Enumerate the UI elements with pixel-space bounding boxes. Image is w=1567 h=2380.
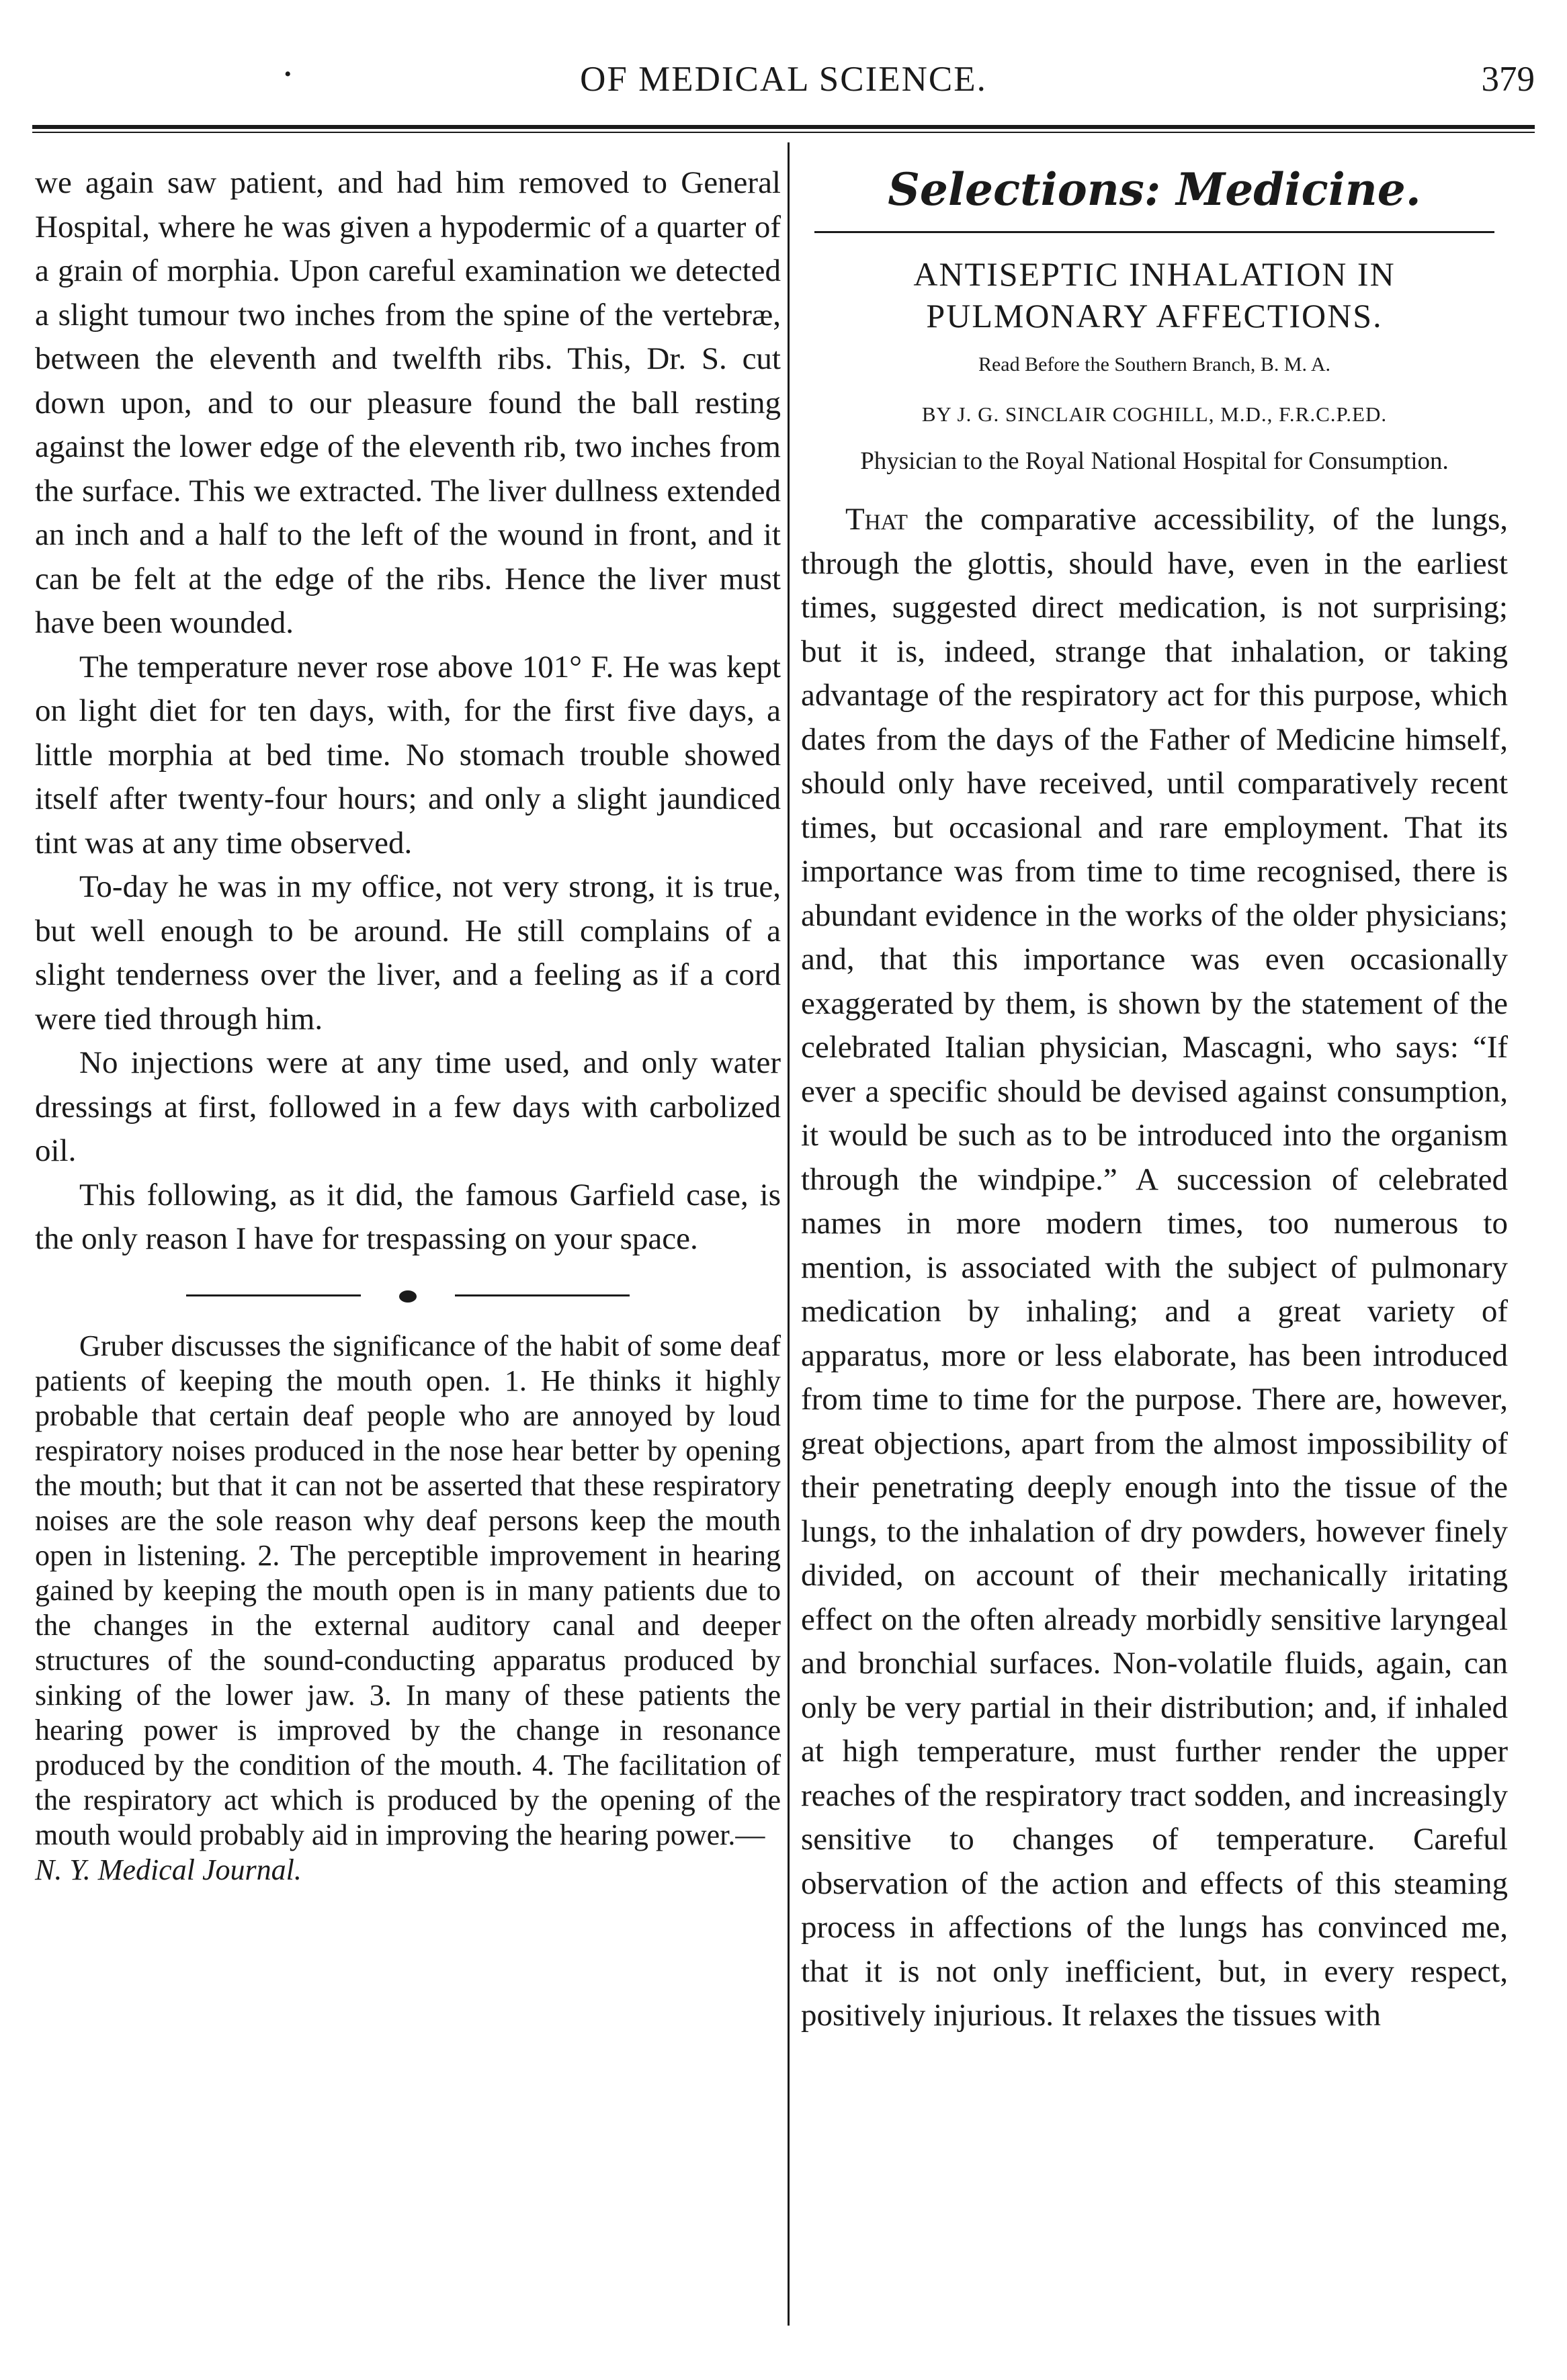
ornament-line-left	[186, 1294, 361, 1296]
article-body-text: the comparative accessibility, of the lungs, through the glottis, should have, even in the earliest times, suggested direct medication, is not surprising; but it is, indeed, strange that inhalation, or taking advantage of the respiratory act for this purpose, which dates from the days of the Father of Medicine himself, should only have received, until comparatively recent times, but occasional and rare employment. That its importance was from time to time recognised, there is abundant evidence in the works of the older physicians; and, that this importance was even occasionally exaggerated by them, is shown by the statement of the celebrated Italian physician, Mascagni, who says: “If ever a specific should be devised against consumption, it would be such as to be introduced into the organism through the windpipe.” A succession of celebrated names in more modern times, too numerous to mention, is associated with the subject of pulmonary medication by inhaling; and a great variety of apparatus, more or less elaborate, has been introduced from time to time for the purpose. There are, however, great objections, apart from the almost impossibility of their penetrating deeply enough into the tissue of the lungs, to the inhalation of dry powders, however finely divided, on account of their mechanically iritating effect on the often already morbidly sensitive laryngeal and bronchial surfaces. Non-volatile fluids, again, can only be very partial in their distribution; and, if inhaled at high temperature, must further render the upper reaches of the respiratory tract sodden, and increasingly sensitive to changes of temperature. Careful observation of the action and effects of this steaming process in affections of the lungs has convinced me, that it is not only inefficient, but, in every respect, positively injurious. It relaxes the tissues with	[801, 502, 1508, 2033]
author-byline: BY J. G. SINCLAIR COGHILL, M.D., F.R.C.P.ED.	[921, 402, 1388, 426]
header-rule	[32, 125, 1535, 133]
page-number: 379	[1481, 60, 1535, 99]
left-paragraph-4: No injections were at any time used, and only water dressings at first, followed in a few days with carbolized oil.	[35, 1045, 781, 1168]
left-paragraph-1: we again saw patient, and had him removed to General Hospital, where he was given a hypodermic of a quarter of a grain of morphia. Upon careful examination we detected a slight tumour two inches from the spine of the vertebræ, between the eleventh and twelfth ribs. This, Dr. S. cut down upon, and to our pleasure found the ball resting against the lower edge of the eleventh rib, two inches from the surface. This we extracted. The liver dullness extended an inch and a half to the left of the wound in front, and it can be felt at the edge of the ribs. Hence the liver must have been wounded.	[35, 165, 781, 640]
gruber-note	[35, 1329, 781, 1888]
header-bullet: •	[284, 63, 292, 85]
left-column	[35, 161, 781, 1888]
left-paragraph-2: The temperature never rose above 101° F. He was kept on light diet for ten days, with, for the first five days, a little morphia at bed time. No stomach trouble showed itself after twenty-four hours; and only a slight jaundiced tint was at any time observed.	[35, 649, 781, 861]
right-column	[801, 161, 1508, 2038]
running-header	[32, 59, 1535, 120]
author-affiliation: Physician to the Royal National Hospital for Consumption.	[860, 447, 1449, 475]
article-title: ANTISEPTIC INHALATION IN PULMONARY AFFECTIONS.	[913, 255, 1396, 335]
article-first-word: That	[845, 502, 908, 537]
left-paragraph-3: To-day he was in my office, not very strong, it is true, but well enough to be around. He still complains of a slight tenderness over the liver, and a feeling as if a cord were tied through him.	[35, 869, 781, 1037]
article-body	[801, 498, 1508, 2038]
left-paragraph-5: This following, as it did, the famous Garfield case, is the only reason I have for trespassing on your space.	[35, 1177, 781, 1256]
section-heading: Selections: Medicine.	[888, 163, 1421, 216]
ornament-icon	[368, 1283, 448, 1307]
read-before-note: Read Before the Southern Branch, B. M. A.	[978, 353, 1331, 376]
section-rule	[814, 231, 1494, 233]
gruber-text: Gruber discusses the significance of the habit of some deaf patients of keeping the mouth open. 1. He thinks it highly probable that certain deaf people who are annoyed by loud respiratory noises produced in the nose hear better by opening the mouth; but that it can not be asserted that these respiratory noises are the sole reason why deaf persons keep the mouth open in listening. 2. The perceptible improvement in hearing gained by keeping the mouth open is in many patients due to the changes in the external auditory canal and deeper structures of the sound-conducting apparatus produced by sinking of the lower jaw. 3. In many of these patients the hearing power is improved by the change in resonance produced by the condition of the mouth. 4. The facilitation of the respiratory act which is produced by the opening of the mouth would probably aid in improving the hearing power.—	[35, 1329, 781, 1851]
ornament-line-right	[455, 1294, 630, 1296]
running-title: OF MEDICAL SCIENCE.	[580, 60, 987, 99]
column-divider	[788, 142, 790, 2326]
ornament-divider	[186, 1283, 630, 1307]
gruber-source: N. Y. Medical Journal.	[35, 1853, 302, 1886]
